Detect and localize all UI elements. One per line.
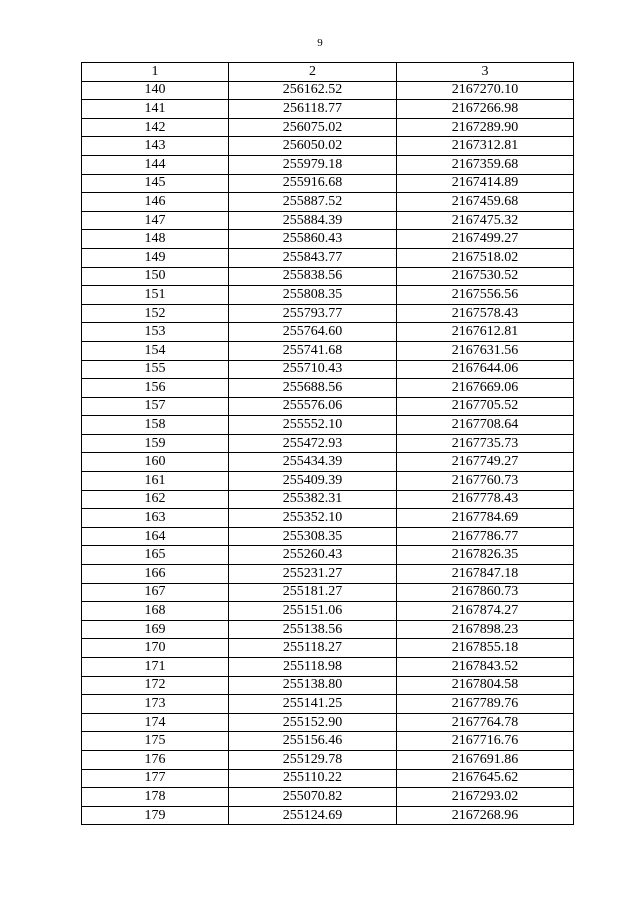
cell-y-coordinate: 2167530.52 [397, 267, 574, 286]
table-row [82, 100, 574, 119]
cell-point-number: 160 [82, 453, 229, 472]
cell-x-coordinate: 255260.43 [229, 546, 397, 565]
cell-x-coordinate: 255688.56 [229, 379, 397, 398]
cell-point-number: 141 [82, 100, 229, 119]
cell-y-coordinate: 2167760.73 [397, 472, 574, 491]
cell-point-number: 176 [82, 750, 229, 769]
cell-point-number: 156 [82, 379, 229, 398]
cell-point-number: 173 [82, 695, 229, 714]
table-row [82, 565, 574, 584]
cell-y-coordinate: 2167518.02 [397, 248, 574, 267]
cell-point-number: 147 [82, 211, 229, 230]
table-row [82, 81, 574, 100]
cell-point-number: 166 [82, 565, 229, 584]
cell-x-coordinate: 255129.78 [229, 750, 397, 769]
cell-point-number: 163 [82, 509, 229, 528]
table-row [82, 806, 574, 825]
cell-point-number: 161 [82, 472, 229, 491]
cell-point-number: 158 [82, 416, 229, 435]
header-cell-point: 1 [82, 63, 229, 82]
cell-y-coordinate: 2167499.27 [397, 230, 574, 249]
cell-y-coordinate: 2167312.81 [397, 137, 574, 156]
cell-x-coordinate: 255138.80 [229, 676, 397, 695]
cell-x-coordinate: 255110.22 [229, 769, 397, 788]
table-row [82, 732, 574, 751]
cell-x-coordinate: 255156.46 [229, 732, 397, 751]
cell-y-coordinate: 2167268.96 [397, 806, 574, 825]
table-row [82, 118, 574, 137]
cell-y-coordinate: 2167716.76 [397, 732, 574, 751]
table-row [82, 286, 574, 305]
cell-x-coordinate: 255979.18 [229, 155, 397, 174]
table-row [82, 695, 574, 714]
cell-point-number: 169 [82, 620, 229, 639]
cell-point-number: 142 [82, 118, 229, 137]
table-row [82, 193, 574, 212]
cell-y-coordinate: 2167708.64 [397, 416, 574, 435]
table-row [82, 639, 574, 658]
cell-y-coordinate: 2167631.56 [397, 341, 574, 360]
cell-y-coordinate: 2167669.06 [397, 379, 574, 398]
cell-x-coordinate: 255764.60 [229, 323, 397, 342]
cell-x-coordinate: 255710.43 [229, 360, 397, 379]
table-row [82, 509, 574, 528]
cell-x-coordinate: 255434.39 [229, 453, 397, 472]
cell-x-coordinate: 255472.93 [229, 434, 397, 453]
table-row [82, 416, 574, 435]
cell-x-coordinate: 255409.39 [229, 472, 397, 491]
cell-y-coordinate: 2167414.89 [397, 174, 574, 193]
cell-y-coordinate: 2167847.18 [397, 565, 574, 584]
cell-point-number: 154 [82, 341, 229, 360]
cell-x-coordinate: 255118.27 [229, 639, 397, 658]
cell-x-coordinate: 255884.39 [229, 211, 397, 230]
cell-x-coordinate: 255552.10 [229, 416, 397, 435]
table-row [82, 434, 574, 453]
cell-x-coordinate: 255808.35 [229, 286, 397, 305]
cell-point-number: 164 [82, 527, 229, 546]
cell-y-coordinate: 2167749.27 [397, 453, 574, 472]
cell-y-coordinate: 2167270.10 [397, 81, 574, 100]
cell-x-coordinate: 256118.77 [229, 100, 397, 119]
table-row [82, 472, 574, 491]
cell-x-coordinate: 255843.77 [229, 248, 397, 267]
cell-x-coordinate: 255124.69 [229, 806, 397, 825]
cell-x-coordinate: 256162.52 [229, 81, 397, 100]
table-row [82, 453, 574, 472]
table-row [82, 602, 574, 621]
cell-y-coordinate: 2167874.27 [397, 602, 574, 621]
table-row [82, 360, 574, 379]
cell-point-number: 155 [82, 360, 229, 379]
table-row [82, 304, 574, 323]
cell-y-coordinate: 2167784.69 [397, 509, 574, 528]
table-row [82, 750, 574, 769]
table-row [82, 137, 574, 156]
cell-y-coordinate: 2167293.02 [397, 788, 574, 807]
table-row [82, 323, 574, 342]
table-header [82, 63, 574, 82]
cell-point-number: 149 [82, 248, 229, 267]
cell-y-coordinate: 2167778.43 [397, 490, 574, 509]
table-row [82, 583, 574, 602]
cell-point-number: 179 [82, 806, 229, 825]
cell-y-coordinate: 2167459.68 [397, 193, 574, 212]
cell-x-coordinate: 256075.02 [229, 118, 397, 137]
cell-x-coordinate: 255838.56 [229, 267, 397, 286]
table-row [82, 397, 574, 416]
cell-point-number: 165 [82, 546, 229, 565]
cell-x-coordinate: 255793.77 [229, 304, 397, 323]
cell-point-number: 172 [82, 676, 229, 695]
table-row [82, 248, 574, 267]
cell-point-number: 140 [82, 81, 229, 100]
cell-point-number: 148 [82, 230, 229, 249]
cell-x-coordinate: 255118.98 [229, 658, 397, 677]
cell-point-number: 145 [82, 174, 229, 193]
table-row [82, 490, 574, 509]
cell-x-coordinate: 255141.25 [229, 695, 397, 714]
table-row [82, 155, 574, 174]
cell-x-coordinate: 255151.06 [229, 602, 397, 621]
cell-point-number: 175 [82, 732, 229, 751]
cell-point-number: 178 [82, 788, 229, 807]
cell-y-coordinate: 2167786.77 [397, 527, 574, 546]
cell-point-number: 146 [82, 193, 229, 212]
cell-x-coordinate: 255741.68 [229, 341, 397, 360]
cell-point-number: 174 [82, 713, 229, 732]
table-row [82, 546, 574, 565]
cell-y-coordinate: 2167289.90 [397, 118, 574, 137]
cell-x-coordinate: 255576.06 [229, 397, 397, 416]
cell-y-coordinate: 2167691.86 [397, 750, 574, 769]
cell-point-number: 150 [82, 267, 229, 286]
cell-y-coordinate: 2167578.43 [397, 304, 574, 323]
cell-point-number: 153 [82, 323, 229, 342]
table-row [82, 769, 574, 788]
cell-x-coordinate: 255887.52 [229, 193, 397, 212]
cell-point-number: 177 [82, 769, 229, 788]
cell-y-coordinate: 2167804.58 [397, 676, 574, 695]
cell-point-number: 143 [82, 137, 229, 156]
cell-point-number: 157 [82, 397, 229, 416]
header-cell-y: 3 [397, 63, 574, 82]
cell-point-number: 152 [82, 304, 229, 323]
cell-x-coordinate: 255308.35 [229, 527, 397, 546]
cell-x-coordinate: 255231.27 [229, 565, 397, 584]
cell-y-coordinate: 2167266.98 [397, 100, 574, 119]
table-row [82, 230, 574, 249]
cell-y-coordinate: 2167645.62 [397, 769, 574, 788]
cell-x-coordinate: 255352.10 [229, 509, 397, 528]
table-row [82, 379, 574, 398]
cell-point-number: 144 [82, 155, 229, 174]
cell-x-coordinate: 255382.31 [229, 490, 397, 509]
table-row [82, 788, 574, 807]
cell-y-coordinate: 2167843.52 [397, 658, 574, 677]
table-row [82, 527, 574, 546]
table-row [82, 267, 574, 286]
table-row [82, 174, 574, 193]
cell-y-coordinate: 2167855.18 [397, 639, 574, 658]
table-row [82, 713, 574, 732]
table-body [82, 81, 574, 825]
cell-y-coordinate: 2167789.76 [397, 695, 574, 714]
cell-point-number: 151 [82, 286, 229, 305]
table-row [82, 658, 574, 677]
page-number: 9 [317, 37, 323, 49]
table-row [82, 341, 574, 360]
cell-y-coordinate: 2167735.73 [397, 434, 574, 453]
cell-x-coordinate: 255181.27 [229, 583, 397, 602]
coordinates-table [81, 62, 574, 825]
cell-y-coordinate: 2167556.56 [397, 286, 574, 305]
cell-x-coordinate: 255138.56 [229, 620, 397, 639]
cell-x-coordinate: 256050.02 [229, 137, 397, 156]
cell-x-coordinate: 255070.82 [229, 788, 397, 807]
cell-y-coordinate: 2167826.35 [397, 546, 574, 565]
header-row [82, 63, 574, 82]
cell-point-number: 159 [82, 434, 229, 453]
header-cell-x: 2 [229, 63, 397, 82]
cell-x-coordinate: 255152.90 [229, 713, 397, 732]
table-row [82, 620, 574, 639]
cell-point-number: 171 [82, 658, 229, 677]
cell-point-number: 162 [82, 490, 229, 509]
cell-y-coordinate: 2167359.68 [397, 155, 574, 174]
table-row [82, 211, 574, 230]
cell-y-coordinate: 2167764.78 [397, 713, 574, 732]
cell-y-coordinate: 2167644.06 [397, 360, 574, 379]
cell-point-number: 167 [82, 583, 229, 602]
cell-y-coordinate: 2167612.81 [397, 323, 574, 342]
cell-point-number: 168 [82, 602, 229, 621]
cell-y-coordinate: 2167475.32 [397, 211, 574, 230]
cell-x-coordinate: 255916.68 [229, 174, 397, 193]
cell-point-number: 170 [82, 639, 229, 658]
cell-x-coordinate: 255860.43 [229, 230, 397, 249]
cell-y-coordinate: 2167898.23 [397, 620, 574, 639]
cell-y-coordinate: 2167860.73 [397, 583, 574, 602]
table-row [82, 676, 574, 695]
cell-y-coordinate: 2167705.52 [397, 397, 574, 416]
